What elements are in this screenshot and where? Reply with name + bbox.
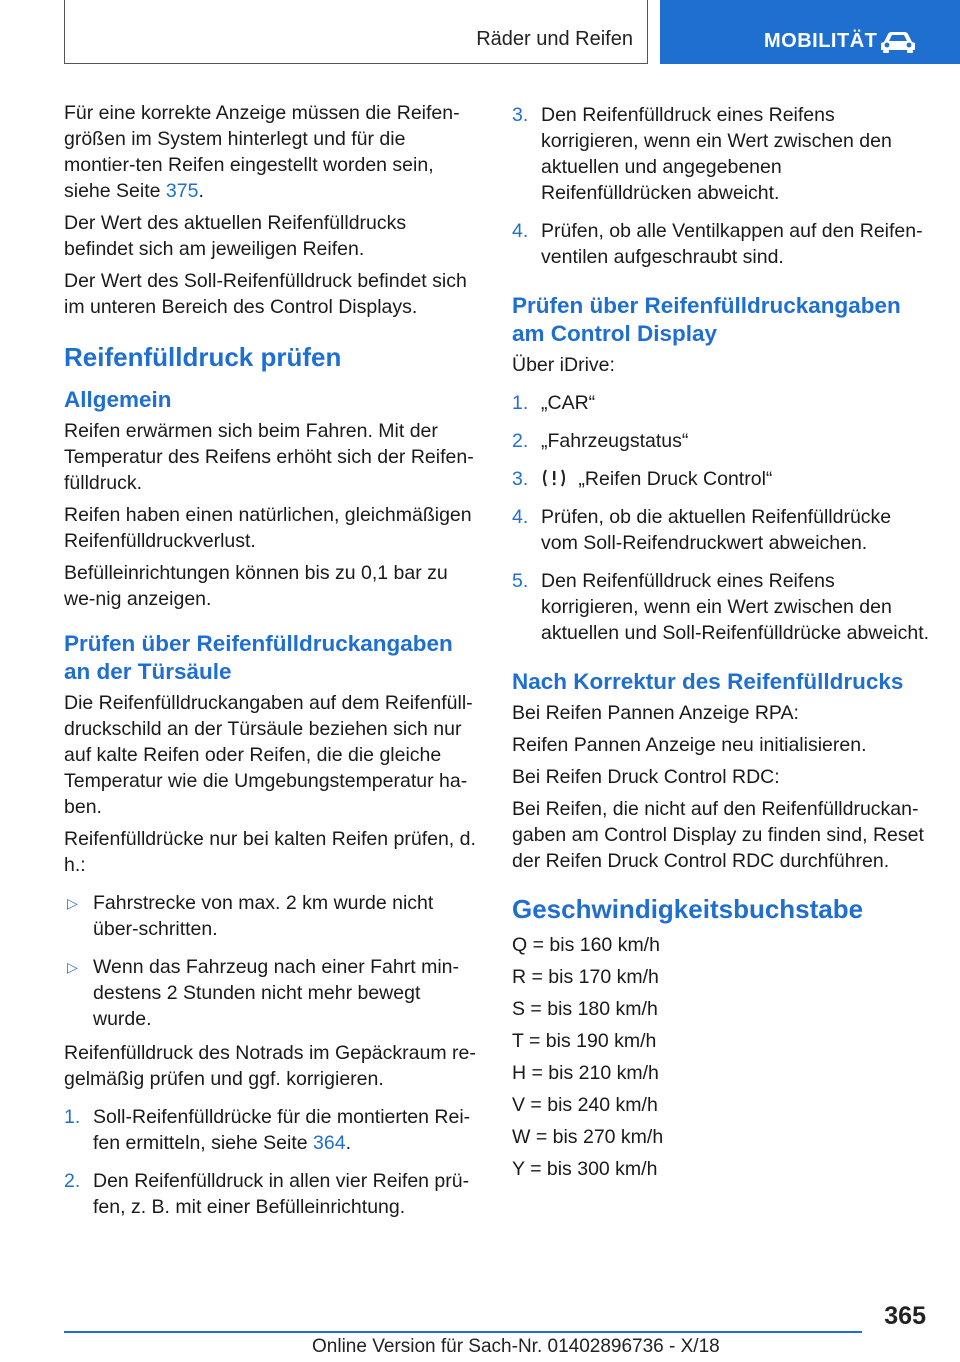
chapter-title: MOBILITÄT [764, 30, 878, 52]
speed-item: T = bis 190 km/h [512, 1030, 657, 1052]
heading-control-display: Prüfen über Reifenfülldruckangaben am Control Display [512, 293, 901, 346]
heading-tire-pressure-check: Reifenfülldruck prüfen [64, 342, 342, 372]
section-title: Räder und Reifen [476, 28, 633, 50]
right-column [512, 102, 932, 1188]
speed-item: Q = bis 160 km/h [512, 934, 660, 956]
paragraph: Reifen erwärmen sich beim Fahren. Mit der Temperatur des Reifens erhöht sich der Reifen-fülldruck. [64, 420, 474, 494]
footer-online-version: Online Version für Sach-Nr. 01402896736 - X/18 [312, 1336, 720, 1357]
step-number: 5. [512, 570, 529, 592]
speed-item: S = bis 180 km/h [512, 998, 658, 1020]
page-reference-link[interactable]: 364 [313, 1132, 346, 1154]
car-icon [878, 30, 918, 54]
page-number: 365 [884, 1302, 926, 1330]
paragraph: Bei Reifen Pannen Anzeige RPA: [512, 702, 799, 724]
menu-path: „Reifen Druck Control“ [578, 468, 773, 490]
step-number: 4. [512, 506, 529, 528]
chapter-tab[interactable] [660, 0, 960, 64]
footer-divider [64, 1331, 862, 1333]
paragraph: Der Wert des aktuellen Reifenfülldrucks befindet sich am jeweiligen Reifen. [64, 212, 407, 260]
paragraph: Bei Reifen Druck Control RDC: [512, 766, 780, 788]
heading-general: Allgemein [64, 387, 172, 412]
paragraph: Für eine korrekte Anzeige müssen die Reifen-größen im System hinterlegt und für die montier-ten Reifen eingestellt worden sein, siehe Seite 375. [64, 102, 460, 202]
list-item [512, 466, 932, 492]
step-number: 1. [512, 392, 529, 414]
paragraph: Reifenfülldrücke nur bei kalten Reifen prüfen, d. h.: [64, 828, 476, 876]
list-item: ▷ Wenn das Fahrzeug nach einer Fahrt min-destens 2 Stunden nicht mehr bewegt wurde. [67, 956, 459, 1030]
list-item [512, 390, 932, 416]
menu-path: „CAR“ [541, 392, 596, 414]
paragraph: Reifen haben einen natürlichen, gleichmäßigen Reifenfülldruckverlust. [64, 504, 472, 552]
step-number: 2. [512, 430, 529, 452]
heading-door-pillar: Prüfen über Reifenfülldruckangaben an der Türsäule [64, 631, 453, 684]
heading-speed-letter: Geschwindigkeitsbuchstabe [512, 894, 864, 924]
step-number: 3. [512, 468, 529, 490]
paragraph: Reifenfülldruck des Notrads im Gepäckraum re-gelmäßig prüfen und ggf. korrigieren. [64, 1042, 476, 1090]
step-number: 1. [64, 1106, 81, 1128]
speed-item: R = bis 170 km/h [512, 966, 659, 988]
paragraph: Reifen Pannen Anzeige neu initialisieren. [512, 734, 867, 756]
heading-after-correction: Nach Korrektur des Reifenfülldrucks [512, 669, 904, 694]
menu-path: „Fahrzeugstatus“ [541, 430, 689, 452]
list-item: 5. Den Reifenfülldruck eines Reifens korrigieren, wenn ein Wert zwischen den aktuellen und Soll-Reifenfülldrücke abweicht. [512, 570, 930, 644]
step-number: 2. [64, 1170, 81, 1192]
list-item [512, 428, 932, 454]
paragraph: Befülleinrichtungen können bis zu 0,1 bar zu we-nig anzeigen. [64, 562, 448, 610]
left-column [64, 100, 478, 1228]
paragraph: Der Wert des Soll-Reifenfülldruck befindet sich im unteren Bereich des Control Displays. [64, 270, 467, 318]
list-item: ▷ Fahrstrecke von max. 2 km wurde nicht über-schritten. [67, 892, 434, 940]
list-item: 3. Den Reifenfülldruck eines Reifens korrigieren, wenn ein Wert zwischen den aktuellen und angegebenen Reifenfülldrücken abweicht. [512, 104, 892, 204]
speed-item: V = bis 240 km/h [512, 1094, 658, 1116]
page-reference-link[interactable]: 375 [165, 180, 199, 202]
paragraph: Über iDrive: [512, 354, 615, 376]
bullet-triangle-icon: ▷ [67, 959, 78, 975]
list-item: 1. Soll-Reifenfülldrücke für die montierten Rei-fen ermitteln, siehe Seite 364. [64, 1106, 471, 1154]
speed-item: H = bis 210 km/h [512, 1062, 659, 1084]
tire-warning-icon [541, 467, 567, 489]
list-item: 4. Prüfen, ob die aktuellen Reifenfülldrücke vom Soll-Reifendruckwert abweichen. [512, 506, 892, 554]
list-item: 4. Prüfen, ob alle Ventilkappen auf den Reifen-ventilen aufgeschraubt sind. [512, 220, 923, 268]
paragraph: Bei Reifen, die nicht auf den Reifenfülldruckan-gaben am Control Display zu finden sind, Reset der Reifen Druck Control RDC durchführen. [512, 798, 924, 872]
paragraph: Die Reifenfülldruckangaben auf dem Reifenfüll-druckschild an der Türsäule beziehen sich nur auf kalte Reifen oder Reifen, die die gleiche Temperatur wie die Umgebungstemperatur ha-ben. [64, 692, 473, 818]
speed-item: W = bis 270 km/h [512, 1126, 664, 1148]
speed-list [512, 932, 932, 1182]
list-item: 2. Den Reifenfülldruck in allen vier Reifen prü-fen, z. B. mit einer Befülleinrichtung. [64, 1170, 470, 1218]
step-number: 3. [512, 104, 529, 126]
speed-item: Y = bis 300 km/h [512, 1158, 658, 1180]
bullet-triangle-icon: ▷ [67, 895, 78, 911]
step-number: 4. [512, 220, 529, 242]
header-section-frame [64, 0, 648, 64]
